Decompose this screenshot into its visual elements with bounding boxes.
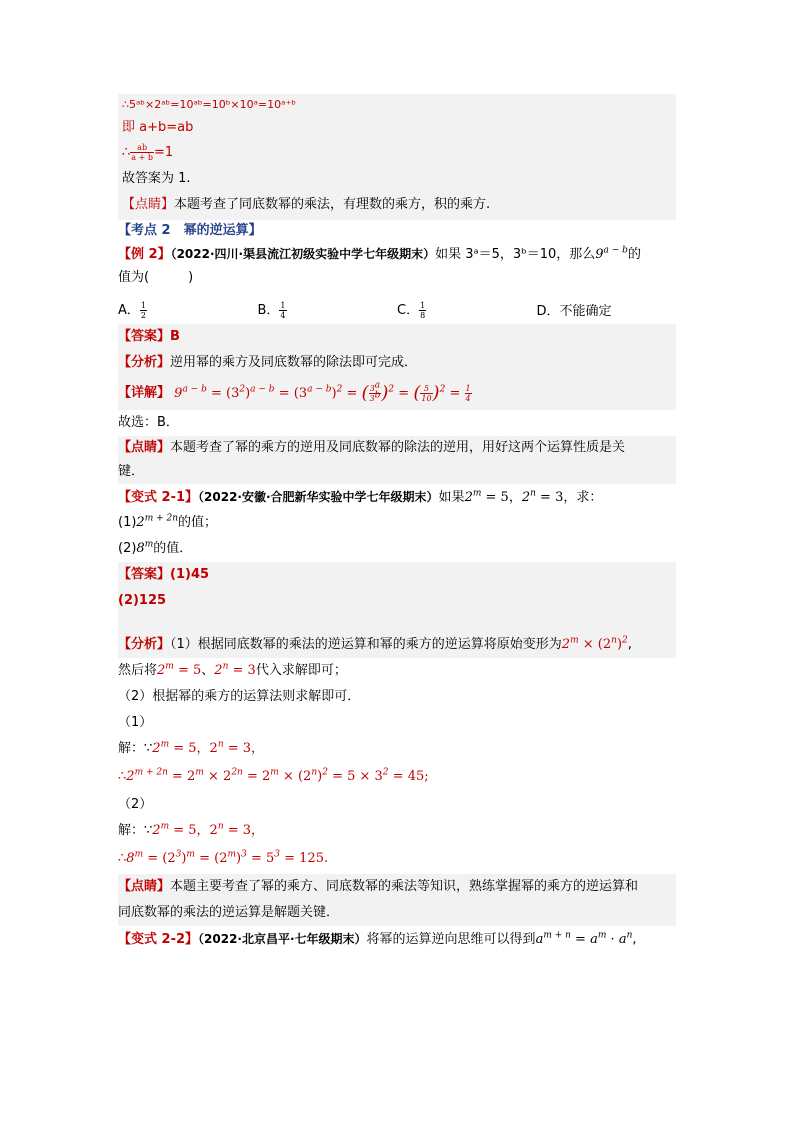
solution-block-2 <box>118 324 676 410</box>
option-d: D．不能确定 <box>536 303 612 319</box>
option-b: B． $\frac{1}{4}$ <box>257 300 286 320</box>
fraction: $\frac{ab}{a + b}$ <box>131 143 153 162</box>
solution-step: $\therefore 2^{m + 2n} = 2^m \times 2^{2n} = 2^m \times (2^n)^2 = 5 \times 3^2 = 45$; <box>118 767 429 784</box>
solution-block-3: 【答案】(1)45 (2)125 【分析】（1）根据同底数幂的乘法的逆运算和幂的乘方的逆运算将原始变形为$2^m \times (2^n)^2$, <box>118 562 676 658</box>
comment-block-2: 【点睛】本题主要考查了幂的乘方、同底数幂的乘法等知识，熟练掌握幂的乘方的逆运算和 同底数幂的乘法的逆运算是解题关键． <box>118 874 676 926</box>
variant-stem: 【变式 2-1】（2022·安徽·合肥新华实验中学七年级期末）如果$2^m = 5$，$2^n = 3$，求： <box>118 488 603 505</box>
solution-step: 解：$\because 2^m = 5$，$2^n = 3$， <box>118 739 265 756</box>
document-body: ∴5ᵃᵇ×2ᵃᵇ=10ᵃᵇ=10ᵇ×10ᵃ=10ᵃ⁺ᵇ 即 a+b=ab ∴ $\frac{ab}{a + b}$ =1 故答案为 1. 【点睛】本题考查了同底数幂的乘法，有理数的乘方，积的乘方. 【考点 2 幂的逆运算】 【例 2】（2022·四川·渠县流江初级实验中学七年级期末）如果 3ᵃ＝5，3ᵇ＝10，那么$9^{a - b}$的 值为( ) A． $\frac{1}{2}$ B． $\frac{1}{4}$ C． $\frac{1}{8}$ D．不能确定 【答案】B 【分析】逆用幂的乘方及同底数幂的除法即可完成． 【详解】 $9^{a - b} = (3^2)^{a - b} = (3^{a - b})^2$ = ( $\frac{3^a}{3^b}$ )$^2$ = ( $\frac{5}{10}$ )$^2$ = $\frac{1}{4}$ 故选：B． 【点睛】本题考查了幂的乘方的逆用及同底数幂的除法的逆用，用好这两个运算性质是关 键． 【变式 2-1】（2022·安徽·合肥新华实验中学七年级期末）如果$2^m = 5$，$2^n = 3$，求： $(1)2^{m + 2n}$的值； (2)8$^m$的值． 【答案】(1)45 (2)125 【分析】（1）根据同底数幂的乘法的逆运算和幂的乘方的逆运算将原始变形为$2^m \times (2^n)^2$, 然后将$2^m = 5$、$2^n = 3$代入求解即可； （2）根据幂的乘方的运算法则求解即可． （1） 解：$\because 2^m = 5$，$2^n = 3$， $\therefore 2^{m + 2n} = 2^m \times 2^{2n} = 2^m \times (2^n)^2 = 5 \times 3^2 = 45$; （2） 解：$\because 2^m = 5$，$2^n = 3$， $\therefore 8^m = (2^3)^m = (2^m)^3 = 5^3 = 125$. 【点睛】本题主要考查了幂的乘方、同底数幂的乘法等知识，熟练掌握幂的乘方的逆运算和 同底数幂的乘法的逆运算是解题关键． 【变式 2-2】（2022·北京昌平·七年级期末）将幂的运算逆向思维可以得到$a^{m + n} = a^m \cdot a^n$, <box>118 94 676 952</box>
example-tag: 【例 2】 <box>118 247 171 262</box>
option-a: A． $\frac{1}{2}$ <box>118 300 146 320</box>
detail-math: $9^{a - b} = (3^2)^{a - b} = (3^{a - b})^2$ = ( $\frac{3^a}{3^b}$ )$^2$ = ( $\frac{5}{10}$ )$^2$ = $\frac{1}{4}$ <box>174 379 471 403</box>
solution-line: ∴5ᵃᵇ×2ᵃᵇ=10ᵃᵇ=10ᵇ×10ᵃ=10ᵃ⁺ᵇ <box>122 98 296 111</box>
options-row <box>118 294 676 324</box>
analysis-line-2: 然后将$2^m = 5$、$2^n = 3$代入求解即可； <box>118 661 347 678</box>
solution-step: $\therefore 8^m = (2^3)^m = (2^m)^3 = 5^3 = 125$. <box>118 849 329 866</box>
example-stem-cont: 值为( ) <box>118 270 194 285</box>
analysis-line: 【分析】（1）根据同底数幂的乘法的逆运算和幂的乘方的逆运算将原始变形为$2^m \times (2^n)^2$, <box>118 635 632 652</box>
question-2: (2)8$^m$的值． <box>118 539 193 556</box>
answer-line: 【答案】B <box>118 329 180 344</box>
analysis-line: 【分析】逆用幂的乘方及同底数幂的除法即可完成． <box>118 355 418 370</box>
comment-tag: 【点睛】 <box>122 197 175 212</box>
option-c: C． $\frac{1}{8}$ <box>397 300 426 320</box>
example-stem: 【例 2】（2022·四川·渠县流江初级实验中学七年级期末）如果 3ᵃ＝5，3ᵇ＝10，那么$9^{a - b}$的 <box>118 245 641 262</box>
detail-line: 【详解】 $9^{a - b} = (3^2)^{a - b} = (3^{a - b})^2$ = ( $\frac{3^a}{3^b}$ )$^2$ = ( $\frac{5}{10}$ )$^2$ = $\frac{1}{4}$ <box>118 379 471 403</box>
solution-step: 解：$\because 2^m = 5$，$2^n = 3$， <box>118 821 265 838</box>
variant-stem-2: 【变式 2-2】（2022·北京昌平·七年级期末）将幂的运算逆向思维可以得到$a^{m + n} = a^m \cdot a^n$, <box>118 930 637 947</box>
solution-block-1 <box>118 94 676 220</box>
choose-line: 故选：B． <box>118 415 179 430</box>
section-title: 【考点 2 幂的逆运算】 <box>118 223 262 238</box>
answer-line: 故答案为 1. <box>122 171 191 186</box>
solution-line: 即 a+b=ab <box>122 120 194 135</box>
comment-line: 【点睛】本题考查了同底数幂的乘法，有理数的乘方，积的乘方. <box>122 197 491 212</box>
question-1: $(1)2^{m + 2n}$的值； <box>118 513 218 530</box>
solution-line: ∴ $\frac{ab}{a + b}$ =1 <box>122 143 174 162</box>
comment-block: 【点睛】本题考查了幂的乘方的逆用及同底数幂的除法的逆用，用好这两个运算性质是关 键． <box>118 436 676 484</box>
